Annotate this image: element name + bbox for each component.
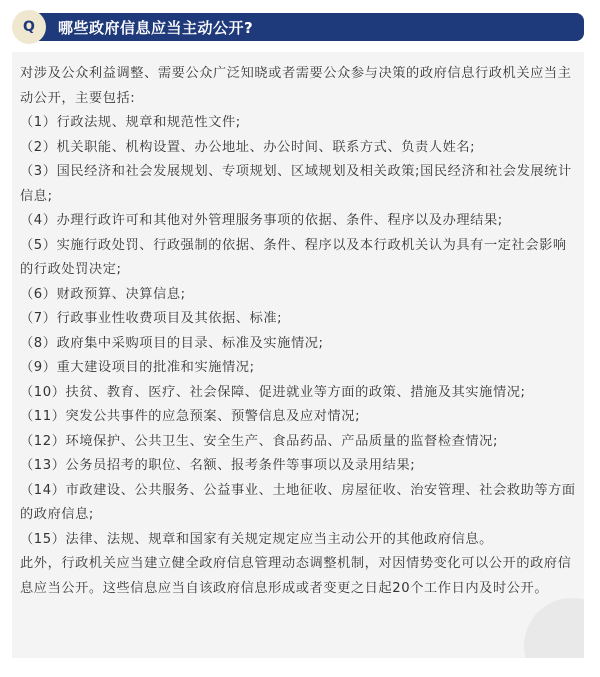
list-item: （1）行政法规、规章和规范性文件; [20,115,241,130]
question-header [12,10,584,44]
answer-box [12,52,584,658]
closing-paragraph: 此外，行政机关应当建立健全政府信息管理动态调整机制，对因情势变化可以公开的政府信息应当公开。这些信息应当自该政府信息形成或者变更之日起20个工作日内及时公开。 [20,556,572,596]
question-badge [12,10,46,44]
question-title: 哪些政府信息应当主动公开? [58,18,254,37]
list-item: （5）实施行政处罚、行政强制的依据、条件、程序以及本行政机关认为具有一定社会影响的行政处罚决定; [20,237,567,277]
title-bar [30,13,584,41]
list-item: （12）环境保护、公共卫生、安全生产、食品药品、产品质量的监督检查情况; [20,433,499,449]
list-item: （6）财政预算、决算信息; [20,286,186,302]
list-item: （14）市政建设、公共服务、公益事业、土地征收、房屋征收、治安管理、社会救助等方面的政府信息; [20,482,576,522]
list-item: （13）公务员招考的职位、名额、报考条件等事项以及录用结果; [20,458,416,473]
list-item: （2）机关职能、机构设置、办公地址、办公时间、联系方式、负责人姓名; [20,139,476,155]
list-item: （8）政府集中采购项目的目录、标准及实施情况; [20,335,324,351]
list-item: （7）行政事业性收费项目及其依据、标准; [20,311,283,326]
list-item: （10）扶贫、教育、医疗、社会保障、促进就业等方面的政策、措施及其实施情况; [20,384,526,400]
intro-paragraph: 对涉及公众利益调整、需要公众广泛知晓或者需要公众参与决策的政府信息行政机关应当主动公开，主要包括: [20,66,572,106]
list-item: （4）办理行政许可和其他对外管理服务事项的依据、条件、程序以及办理结果; [20,213,503,228]
decorative-circle [524,598,584,658]
answer-text [20,62,580,601]
question-badge-label: Q [23,19,35,35]
list-item: （11）突发公共事件的应急预案、预警信息及应对情况; [20,409,361,424]
list-item: （15）法律、法规、规章和国家有关规定规定应当主动公开的其他政府信息。 [20,531,493,547]
list-item: （3）国民经济和社会发展规划、专项规划、区域规划及相关政策;国民经济和社会发展统计信息; [20,164,572,204]
list-item: （9）重大建设项目的批准和实施情况; [20,360,255,375]
